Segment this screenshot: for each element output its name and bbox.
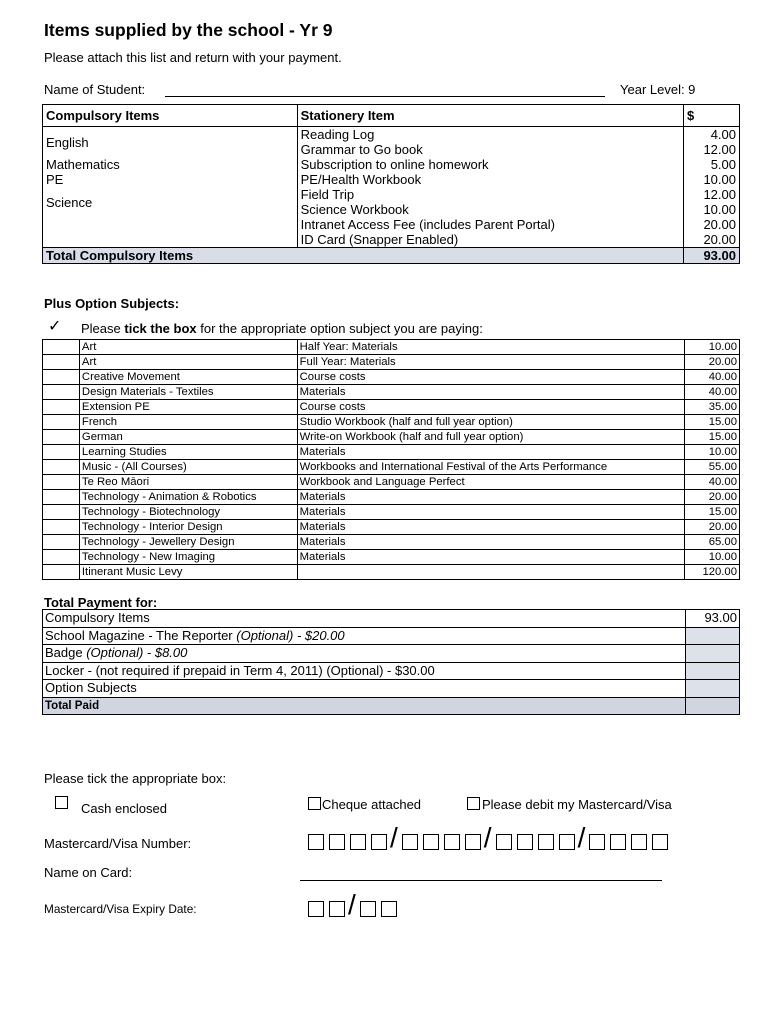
digit-box[interactable] xyxy=(360,901,376,917)
option-tick-box[interactable] xyxy=(43,415,80,430)
debit-checkbox[interactable] xyxy=(467,797,480,810)
instruction-text: Please attach this list and return with your payment. xyxy=(44,50,342,65)
option-cost: 55.00 xyxy=(685,460,740,475)
option-row xyxy=(43,490,740,505)
student-name-field[interactable] xyxy=(165,96,605,97)
option-tick-box[interactable] xyxy=(43,385,80,400)
badge-optional: (Optional) - $8.00 xyxy=(86,645,188,661)
total-payment-title: Total Payment for: xyxy=(44,595,158,610)
digit-box[interactable] xyxy=(496,834,512,850)
option-tick-box[interactable] xyxy=(43,535,80,550)
table-row xyxy=(43,187,740,202)
separator-slash: / xyxy=(348,889,356,920)
option-description: Materials xyxy=(297,445,684,460)
option-subject: Technology - Interior Design xyxy=(79,520,297,535)
item-cell: Field Trip xyxy=(297,187,683,202)
separator-slash: / xyxy=(390,822,398,853)
header-cost: $ xyxy=(684,105,740,127)
option-tick-box[interactable] xyxy=(43,340,80,355)
option-tick-box[interactable] xyxy=(43,490,80,505)
option-tick-box[interactable] xyxy=(43,505,80,520)
digit-box[interactable] xyxy=(631,834,647,850)
option-description: Full Year: Materials xyxy=(297,355,684,370)
option-description: Materials xyxy=(297,535,684,550)
option-cost: 10.00 xyxy=(685,340,740,355)
digit-box[interactable] xyxy=(308,834,324,850)
table-row xyxy=(43,157,740,172)
option-tick-box[interactable] xyxy=(43,475,80,490)
name-on-card-label: Name on Card: xyxy=(44,865,133,880)
cost-cell: 5.00 xyxy=(684,157,740,172)
table-row xyxy=(43,217,740,232)
cost-cell: 12.00 xyxy=(684,142,740,157)
student-name-label: Name of Student: xyxy=(44,82,146,97)
digit-box[interactable] xyxy=(402,834,418,850)
option-description: Materials xyxy=(297,520,684,535)
instr-bold: tick the box xyxy=(124,321,197,336)
digit-box[interactable] xyxy=(610,834,626,850)
pay-locker-field[interactable] xyxy=(686,662,740,680)
option-row xyxy=(43,505,740,520)
item-cell: ID Card (Snapper Enabled) xyxy=(297,232,683,248)
digit-box[interactable] xyxy=(371,834,387,850)
option-row xyxy=(43,400,740,415)
table-row xyxy=(43,627,740,645)
option-tick-box[interactable] xyxy=(43,565,80,580)
option-row xyxy=(43,565,740,580)
option-tick-box[interactable] xyxy=(43,355,80,370)
table-row xyxy=(43,680,740,698)
option-subject: Music - (All Courses) xyxy=(79,460,297,475)
digit-box[interactable] xyxy=(350,834,366,850)
option-cost: 15.00 xyxy=(685,505,740,520)
total-paid-label: Total Paid xyxy=(43,697,686,715)
cost-cell: 4.00 xyxy=(684,127,740,143)
card-number-field xyxy=(308,822,673,853)
total-paid-field[interactable] xyxy=(686,697,740,715)
cost-cell: 10.00 xyxy=(684,202,740,217)
option-cost: 20.00 xyxy=(685,520,740,535)
option-description: Course costs xyxy=(297,370,684,385)
digit-box[interactable] xyxy=(559,834,575,850)
option-subject: Learning Studies xyxy=(79,445,297,460)
option-cost: 40.00 xyxy=(685,370,740,385)
header-compulsory: Compulsory Items xyxy=(43,105,298,127)
subject-cell-empty xyxy=(43,217,298,248)
subject-cell: English xyxy=(43,127,298,158)
cost-cell: 20.00 xyxy=(684,232,740,248)
option-subject: Technology - New Imaging xyxy=(79,550,297,565)
subject-cell: Mathematics xyxy=(43,157,298,172)
expiry-field xyxy=(308,889,402,920)
option-row xyxy=(43,550,740,565)
item-cell: PE/Health Workbook xyxy=(297,172,683,187)
option-description: Materials xyxy=(297,490,684,505)
subject-cell: Science xyxy=(43,187,298,217)
digit-box[interactable] xyxy=(444,834,460,850)
option-row xyxy=(43,430,740,445)
table-row xyxy=(43,610,740,628)
item-cell: Science Workbook xyxy=(297,202,683,217)
option-subject: Creative Movement xyxy=(79,370,297,385)
cost-cell: 12.00 xyxy=(684,187,740,202)
year-level: Year Level: 9 xyxy=(620,82,696,97)
item-cell: Subscription to online homework xyxy=(297,157,683,172)
compulsory-items-table xyxy=(42,104,740,264)
option-description: Materials xyxy=(297,550,684,565)
pay-locker-label: Locker - (not required if prepaid in Term 4, 2011) (Optional) - $30.00 xyxy=(43,662,686,680)
option-subject: Te Reo Māori xyxy=(79,475,297,490)
badge-text: Badge xyxy=(45,645,87,661)
separator-slash: / xyxy=(577,822,586,853)
option-tick-box[interactable] xyxy=(43,550,80,565)
option-row xyxy=(43,340,740,355)
table-row xyxy=(43,127,740,143)
separator-slash: / xyxy=(483,822,492,853)
pay-compulsory-value: 93.00 xyxy=(686,610,740,628)
option-tick-box[interactable] xyxy=(43,370,80,385)
digit-box[interactable] xyxy=(308,901,324,917)
pay-option-field[interactable] xyxy=(686,680,740,698)
option-row xyxy=(43,520,740,535)
option-row xyxy=(43,355,740,370)
option-subject: Technology - Animation & Robotics xyxy=(79,490,297,505)
option-subject: Technology - Jewellery Design xyxy=(79,535,297,550)
pay-compulsory-label: Compulsory Items xyxy=(43,610,686,628)
option-subject: French xyxy=(79,415,297,430)
table-row xyxy=(43,662,740,680)
magazine-optional: (Optional) - $20.00 xyxy=(236,627,345,643)
option-description: Half Year: Materials xyxy=(297,340,684,355)
digit-box[interactable] xyxy=(329,834,345,850)
option-tick-box[interactable] xyxy=(43,445,80,460)
instr-pre: Please xyxy=(81,321,125,336)
option-description xyxy=(297,565,684,580)
expiry-label: Mastercard/Visa Expiry Date: xyxy=(44,902,197,916)
option-subject: Art xyxy=(79,340,297,355)
debit-label: Please debit my Mastercard/Visa xyxy=(482,797,672,812)
option-subject: Art xyxy=(79,355,297,370)
cash-label: Cash enclosed xyxy=(81,801,167,816)
pay-badge-field[interactable] xyxy=(686,645,740,663)
option-cost: 35.00 xyxy=(685,400,740,415)
option-cost: 40.00 xyxy=(685,475,740,490)
digit-box[interactable] xyxy=(465,834,481,850)
option-cost: 20.00 xyxy=(685,355,740,370)
option-cost: 10.00 xyxy=(685,445,740,460)
option-cost: 15.00 xyxy=(685,415,740,430)
option-row xyxy=(43,415,740,430)
option-tick-box[interactable] xyxy=(43,460,80,475)
name-on-card-field[interactable] xyxy=(300,880,662,881)
total-paid-row xyxy=(43,697,740,715)
table-row xyxy=(43,172,740,187)
option-subjects-table xyxy=(42,339,740,580)
option-tick-box[interactable] xyxy=(43,400,80,415)
option-row xyxy=(43,445,740,460)
digit-box[interactable] xyxy=(329,901,345,917)
payment-table xyxy=(42,609,740,715)
total-compulsory-value: 93.00 xyxy=(684,248,740,264)
option-row xyxy=(43,535,740,550)
total-compulsory-label: Total Compulsory Items xyxy=(43,248,684,264)
digit-box[interactable] xyxy=(381,901,397,917)
option-subjects-title: Plus Option Subjects: xyxy=(44,296,180,311)
option-row xyxy=(43,370,740,385)
digit-box[interactable] xyxy=(423,834,439,850)
cost-cell: 10.00 xyxy=(684,172,740,187)
header-stationery: Stationery Item xyxy=(297,105,683,127)
option-description: Workbooks and International Festival of the Arts Performance xyxy=(297,460,684,475)
card-number-label: Mastercard/Visa Number: xyxy=(44,836,192,851)
option-subject: German xyxy=(79,430,297,445)
item-cell: Reading Log xyxy=(297,127,683,143)
checkmark-icon: ✓ xyxy=(48,318,62,335)
option-cost: 40.00 xyxy=(685,385,740,400)
instr-post: for the appropriate option subject you are paying: xyxy=(196,321,483,336)
item-cell: Intranet Access Fee (includes Parent Portal) xyxy=(297,217,683,232)
option-description: Studio Workbook (half and full year option) xyxy=(297,415,684,430)
option-tick-box[interactable] xyxy=(43,520,80,535)
total-row xyxy=(43,248,740,264)
option-description: Course costs xyxy=(297,400,684,415)
cost-cell: 20.00 xyxy=(684,217,740,232)
option-row xyxy=(43,460,740,475)
option-subject: Design Materials - Textiles xyxy=(79,385,297,400)
subject-cell: PE xyxy=(43,172,298,187)
digit-box[interactable] xyxy=(538,834,554,850)
option-cost: 120.00 xyxy=(685,565,740,580)
option-row xyxy=(43,475,740,490)
table-row xyxy=(43,645,740,663)
option-description: Workbook and Language Perfect xyxy=(297,475,684,490)
option-subject: Extension PE xyxy=(79,400,297,415)
option-cost: 10.00 xyxy=(685,550,740,565)
payment-method-label: Please tick the appropriate box: xyxy=(44,771,227,786)
option-row xyxy=(43,385,740,400)
digit-box[interactable] xyxy=(517,834,533,850)
option-tick-box[interactable] xyxy=(43,430,80,445)
option-instruction xyxy=(81,321,483,336)
table-header-row xyxy=(43,105,740,127)
cheque-label: Cheque attached xyxy=(322,797,422,812)
pay-badge-label xyxy=(43,645,686,663)
pay-magazine-field[interactable] xyxy=(686,627,740,645)
magazine-text: School Magazine - The Reporter xyxy=(45,627,237,643)
option-description: Materials xyxy=(297,385,684,400)
option-description: Write-on Workbook (half and full year option) xyxy=(297,430,684,445)
option-cost: 15.00 xyxy=(685,430,740,445)
pay-option-label: Option Subjects xyxy=(43,680,686,698)
page-title: Items supplied by the school - Yr 9 xyxy=(44,20,333,40)
option-cost: 20.00 xyxy=(685,490,740,505)
pay-magazine-label xyxy=(43,627,686,645)
option-description: Materials xyxy=(297,505,684,520)
digit-box[interactable] xyxy=(589,834,605,850)
cash-checkbox[interactable] xyxy=(55,796,68,809)
digit-box[interactable] xyxy=(652,834,668,850)
option-subject: Technology - Biotechnology xyxy=(79,505,297,520)
option-subject: Itinerant Music Levy xyxy=(79,565,297,580)
cheque-checkbox[interactable] xyxy=(308,797,321,810)
item-cell: Grammar to Go book xyxy=(297,142,683,157)
option-cost: 65.00 xyxy=(685,535,740,550)
